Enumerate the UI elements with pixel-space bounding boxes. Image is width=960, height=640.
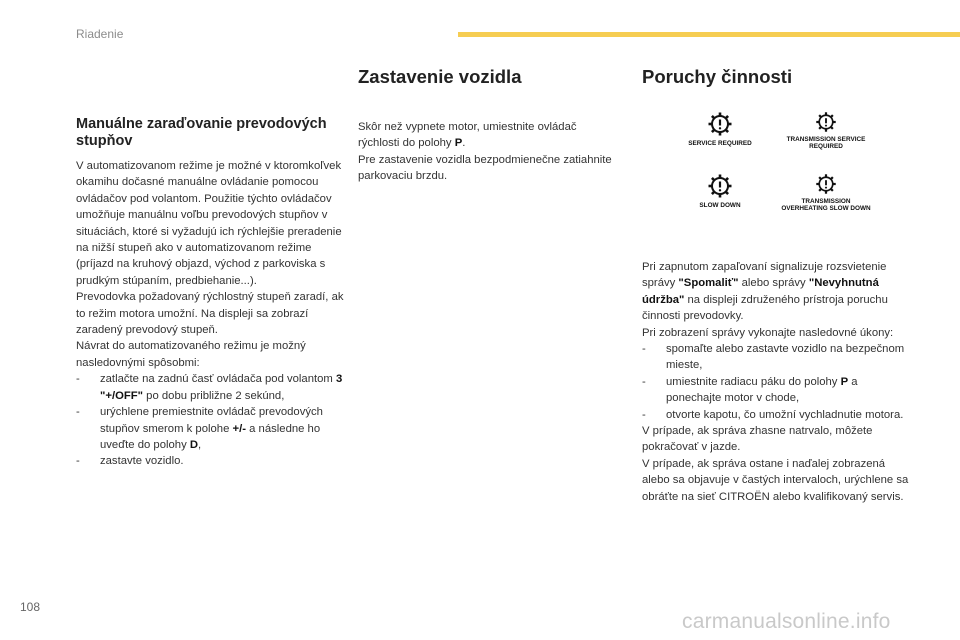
list-item: - zatlačte na zadnú časť ovládača pod volantom 3 "+/OFF" po dobu približne 2 sekúnd, bbox=[76, 371, 344, 404]
warning-light-label: TRANSMISSION SERVICE REQUIRED bbox=[786, 136, 866, 150]
paragraph: V prípade, ak správa zhasne natrvalo, môžete pokračovať v jazde. bbox=[642, 425, 873, 454]
list-item: - urýchlene premiestnite ovládač prevodových stupňov smerom k polohe +/- a následne ho uveďte do polohy D, bbox=[76, 404, 344, 453]
paragraph: Návrat do automatizovaného režimu je možný nasledovnými spôsobmi: bbox=[76, 340, 306, 369]
stopping-vehicle-heading: Zastavenie vozidla bbox=[358, 66, 522, 87]
gear-exclamation-icon bbox=[707, 173, 733, 199]
warning-light-label: SLOW DOWN bbox=[699, 202, 741, 209]
page-number: 108 bbox=[20, 600, 41, 614]
paragraph: Pri zapnutom zapaľovaní signalizuje rozsvietenie správy "Spomaliť" alebo správy "Nevyhnutná údržba" na displeji združeného prístroja poruchu činnosti prevodovky. bbox=[642, 261, 888, 323]
warning-lights-panel bbox=[642, 111, 910, 241]
malfunctions-heading: Poruchy činnosti bbox=[642, 66, 793, 87]
malfunctions-body bbox=[642, 259, 910, 505]
warning-light-service-required bbox=[672, 111, 768, 147]
warning-light-label: SERVICE REQUIRED bbox=[688, 140, 752, 147]
paragraph: Pri zobrazení správy vykonajte nasledovné úkony: bbox=[642, 326, 894, 339]
paragraph: Skôr než vypnete motor, umiestnite ovládač rýchlosti do polohy P. bbox=[358, 121, 577, 150]
warning-light-slow-down bbox=[672, 173, 768, 209]
paragraph: V automatizovanom režime je možné v ktoromkoľvek okamihu dočasné manuálne ovládanie pomocou ovládačov pod volantom. Použitie týchto ovládačov umožňuje manuálnu voľbu prevodových stupňov v situáciách, ktoré si vyžadujú ich rýchlejšie preradenie na nižší stupeň ako v automatizovanom režime (príjazd na kruhový objazd, východ z parkoviska s prudkým stúpaním, predbiehanie...). bbox=[76, 160, 342, 287]
actions-list bbox=[642, 341, 910, 423]
list-item: - spomaľte alebo zastavte vozidlo na bezpečnom mieste, bbox=[642, 341, 910, 374]
warning-light-transmission-overheating bbox=[778, 173, 874, 212]
malfunctions-section bbox=[642, 66, 910, 505]
warning-light-label: TRANSMISSION OVERHEATING SLOW DOWN bbox=[781, 198, 871, 212]
paragraph: Prevodovka požadovaný rýchlostný stupeň zaradí, ak to režim motora umožní. Na displeji sa zobrazí zaradený prevodový stupeň. bbox=[76, 291, 344, 337]
section-label: Riadenie bbox=[76, 27, 124, 41]
watermark: carmanualsonline.info bbox=[682, 610, 891, 633]
manual-shifting-section bbox=[76, 116, 344, 470]
gear-exclamation-icon bbox=[707, 111, 733, 137]
paragraph: Pre zastavenie vozidla bezpodmienečne zatiahnite parkovaciu brzdu. bbox=[358, 153, 612, 183]
stopping-vehicle-section bbox=[358, 66, 618, 185]
return-methods-list bbox=[76, 371, 344, 469]
list-item: - umiestnite radiacu páku do polohy P a ponechajte motor v chode, bbox=[642, 374, 910, 407]
manual-shifting-heading: Manuálne zaraďovanie prevodových stupňov bbox=[76, 116, 327, 149]
paragraph: V prípade, ak správa ostane i naďalej zobrazená alebo sa objavuje v častých intervaloch, urýchlene sa obráťte na sieť CITROËN alebo kvalifikovaný servis. bbox=[642, 457, 909, 503]
gear-exclamation-small-icon bbox=[815, 111, 837, 133]
header-accent-bar bbox=[458, 32, 960, 37]
list-item: - zastavte vozidlo. bbox=[76, 453, 344, 469]
list-item: - otvorte kapotu, čo umožní vychladnutie motora. bbox=[642, 407, 910, 423]
gear-exclamation-small-icon bbox=[815, 173, 837, 195]
warning-light-transmission-service bbox=[778, 111, 874, 150]
